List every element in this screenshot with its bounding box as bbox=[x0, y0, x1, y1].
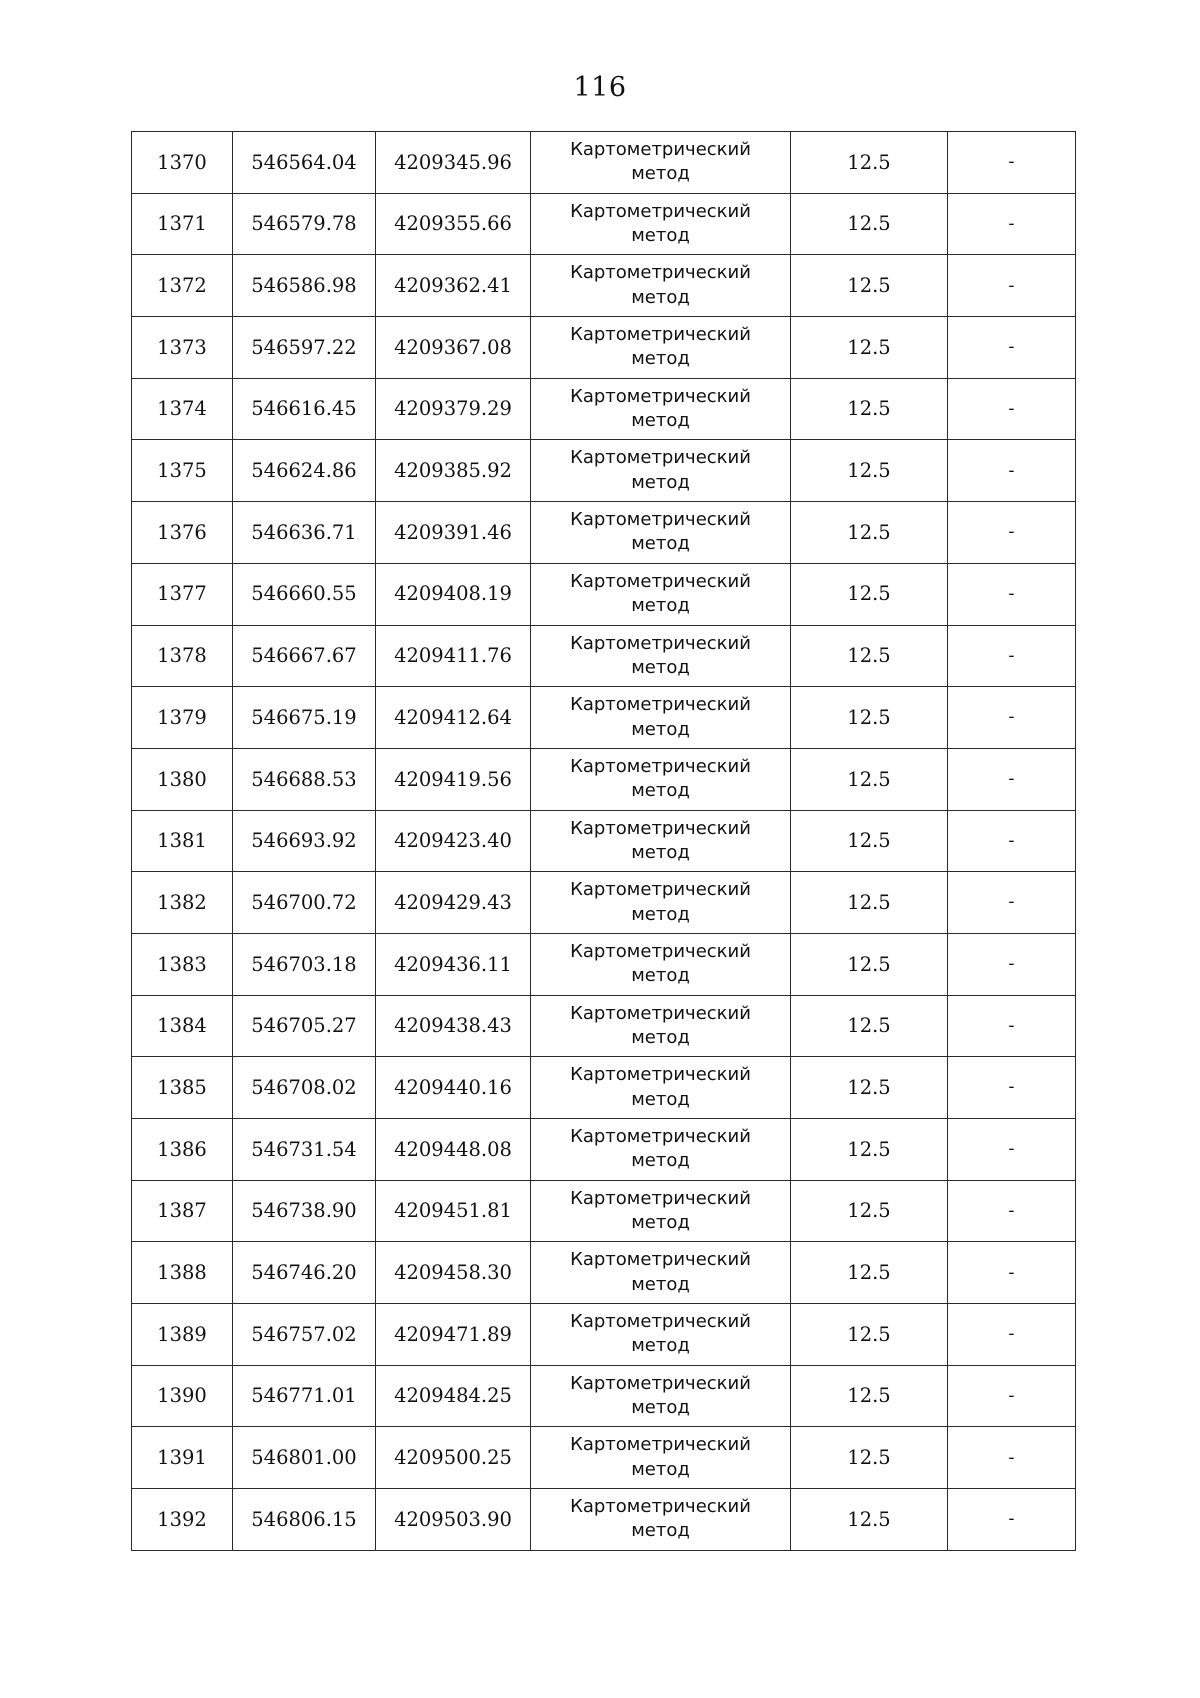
method-cell bbox=[531, 687, 791, 749]
note-cell: - bbox=[948, 1119, 1076, 1181]
coordinates-table bbox=[131, 131, 1076, 1551]
table-row bbox=[132, 255, 1076, 317]
x-coordinate-cell: 546806.15 bbox=[233, 1489, 376, 1551]
accuracy-cell: 12.5 bbox=[791, 563, 948, 625]
table-row bbox=[132, 440, 1076, 502]
table-row bbox=[132, 563, 1076, 625]
page-number: 116 bbox=[573, 72, 627, 103]
table-row bbox=[132, 933, 1076, 995]
table-row bbox=[132, 810, 1076, 872]
y-coordinate-cell: 4209423.40 bbox=[376, 810, 531, 872]
method-label-line1: Картометрический bbox=[570, 1126, 751, 1148]
x-coordinate-cell: 546624.86 bbox=[233, 440, 376, 502]
method-label-line2: метод bbox=[631, 286, 690, 308]
method-label-line2: метод bbox=[631, 225, 690, 247]
method-cell bbox=[531, 563, 791, 625]
point-id-cell: 1382 bbox=[132, 872, 233, 934]
x-coordinate-cell: 546757.02 bbox=[233, 1304, 376, 1366]
table-row bbox=[132, 748, 1076, 810]
table-row bbox=[132, 1119, 1076, 1181]
table-row bbox=[132, 378, 1076, 440]
method-label-line2: метод bbox=[631, 1335, 690, 1357]
y-coordinate-cell: 4209345.96 bbox=[376, 132, 531, 194]
point-id-cell: 1392 bbox=[132, 1489, 233, 1551]
table-row bbox=[132, 995, 1076, 1057]
y-coordinate-cell: 4209385.92 bbox=[376, 440, 531, 502]
table-row bbox=[132, 193, 1076, 255]
y-coordinate-cell: 4209448.08 bbox=[376, 1119, 531, 1181]
y-coordinate-cell: 4209436.11 bbox=[376, 933, 531, 995]
y-coordinate-cell: 4209419.56 bbox=[376, 748, 531, 810]
method-label-line2: метод bbox=[631, 1458, 690, 1480]
method-label-line2: метод bbox=[631, 903, 690, 925]
method-label-line1: Картометрический bbox=[570, 1311, 751, 1333]
accuracy-cell: 12.5 bbox=[791, 933, 948, 995]
method-cell bbox=[531, 255, 791, 317]
note-cell: - bbox=[948, 1365, 1076, 1427]
y-coordinate-cell: 4209500.25 bbox=[376, 1427, 531, 1489]
table-row bbox=[132, 1365, 1076, 1427]
point-id-cell: 1373 bbox=[132, 317, 233, 379]
accuracy-cell: 12.5 bbox=[791, 440, 948, 502]
point-id-cell: 1377 bbox=[132, 563, 233, 625]
x-coordinate-cell: 546586.98 bbox=[233, 255, 376, 317]
point-id-cell: 1376 bbox=[132, 502, 233, 564]
method-label-line1: Картометрический bbox=[570, 879, 751, 901]
accuracy-cell: 12.5 bbox=[791, 810, 948, 872]
point-id-cell: 1375 bbox=[132, 440, 233, 502]
note-cell: - bbox=[948, 810, 1076, 872]
method-cell bbox=[531, 1242, 791, 1304]
method-label-line2: метод bbox=[631, 965, 690, 987]
x-coordinate-cell: 546660.55 bbox=[233, 563, 376, 625]
method-label-line2: метод bbox=[631, 348, 690, 370]
x-coordinate-cell: 546700.72 bbox=[233, 872, 376, 934]
note-cell: - bbox=[948, 1489, 1076, 1551]
table-row bbox=[132, 1242, 1076, 1304]
point-id-cell: 1370 bbox=[132, 132, 233, 194]
note-cell: - bbox=[948, 687, 1076, 749]
note-cell: - bbox=[948, 378, 1076, 440]
method-label-line1: Картометрический bbox=[570, 632, 751, 654]
x-coordinate-cell: 546731.54 bbox=[233, 1119, 376, 1181]
point-id-cell: 1374 bbox=[132, 378, 233, 440]
method-label-line2: метод bbox=[631, 780, 690, 802]
point-id-cell: 1386 bbox=[132, 1119, 233, 1181]
accuracy-cell: 12.5 bbox=[791, 1180, 948, 1242]
method-label-line1: Картометрический bbox=[570, 570, 751, 592]
accuracy-cell: 12.5 bbox=[791, 995, 948, 1057]
y-coordinate-cell: 4209412.64 bbox=[376, 687, 531, 749]
x-coordinate-cell: 546636.71 bbox=[233, 502, 376, 564]
y-coordinate-cell: 4209429.43 bbox=[376, 872, 531, 934]
point-id-cell: 1383 bbox=[132, 933, 233, 995]
method-label-line2: метод bbox=[631, 533, 690, 555]
method-label-line1: Картометрический bbox=[570, 940, 751, 962]
method-cell bbox=[531, 1057, 791, 1119]
table-row bbox=[132, 1057, 1076, 1119]
table-row bbox=[132, 625, 1076, 687]
table-row bbox=[132, 502, 1076, 564]
table-row bbox=[132, 1427, 1076, 1489]
method-cell bbox=[531, 317, 791, 379]
accuracy-cell: 12.5 bbox=[791, 1489, 948, 1551]
x-coordinate-cell: 546579.78 bbox=[233, 193, 376, 255]
point-id-cell: 1389 bbox=[132, 1304, 233, 1366]
table-row bbox=[132, 872, 1076, 934]
method-cell bbox=[531, 132, 791, 194]
x-coordinate-cell: 546693.92 bbox=[233, 810, 376, 872]
point-id-cell: 1372 bbox=[132, 255, 233, 317]
method-cell bbox=[531, 933, 791, 995]
x-coordinate-cell: 546801.00 bbox=[233, 1427, 376, 1489]
method-label-line1: Картометрический bbox=[570, 509, 751, 531]
accuracy-cell: 12.5 bbox=[791, 317, 948, 379]
note-cell: - bbox=[948, 132, 1076, 194]
accuracy-cell: 12.5 bbox=[791, 748, 948, 810]
method-label-line1: Картометрический bbox=[570, 1064, 751, 1086]
note-cell: - bbox=[948, 317, 1076, 379]
y-coordinate-cell: 4209355.66 bbox=[376, 193, 531, 255]
accuracy-cell: 12.5 bbox=[791, 132, 948, 194]
x-coordinate-cell: 546675.19 bbox=[233, 687, 376, 749]
method-label-line2: метод bbox=[631, 595, 690, 617]
note-cell: - bbox=[948, 872, 1076, 934]
method-label-line1: Картометрический bbox=[570, 1249, 751, 1271]
method-label-line1: Картометрический bbox=[570, 1187, 751, 1209]
y-coordinate-cell: 4209411.76 bbox=[376, 625, 531, 687]
point-id-cell: 1385 bbox=[132, 1057, 233, 1119]
y-coordinate-cell: 4209367.08 bbox=[376, 317, 531, 379]
table-row bbox=[132, 1304, 1076, 1366]
note-cell: - bbox=[948, 255, 1076, 317]
method-cell bbox=[531, 872, 791, 934]
method-label-line2: метод bbox=[631, 1397, 690, 1419]
y-coordinate-cell: 4209458.30 bbox=[376, 1242, 531, 1304]
y-coordinate-cell: 4209379.29 bbox=[376, 378, 531, 440]
point-id-cell: 1390 bbox=[132, 1365, 233, 1427]
x-coordinate-cell: 546688.53 bbox=[233, 748, 376, 810]
accuracy-cell: 12.5 bbox=[791, 1242, 948, 1304]
note-cell: - bbox=[948, 1304, 1076, 1366]
method-label-line2: метод bbox=[631, 718, 690, 740]
point-id-cell: 1387 bbox=[132, 1180, 233, 1242]
note-cell: - bbox=[948, 502, 1076, 564]
method-label-line2: метод bbox=[631, 656, 690, 678]
method-label-line2: метод bbox=[631, 1520, 690, 1542]
note-cell: - bbox=[948, 1242, 1076, 1304]
accuracy-cell: 12.5 bbox=[791, 1427, 948, 1489]
note-cell: - bbox=[948, 563, 1076, 625]
method-label-line2: метод bbox=[631, 471, 690, 493]
method-label-line2: метод bbox=[631, 163, 690, 185]
x-coordinate-cell: 546616.45 bbox=[233, 378, 376, 440]
point-id-cell: 1384 bbox=[132, 995, 233, 1057]
method-cell bbox=[531, 1427, 791, 1489]
method-label-line1: Картометрический bbox=[570, 200, 751, 222]
point-id-cell: 1381 bbox=[132, 810, 233, 872]
x-coordinate-cell: 546705.27 bbox=[233, 995, 376, 1057]
y-coordinate-cell: 4209484.25 bbox=[376, 1365, 531, 1427]
point-id-cell: 1380 bbox=[132, 748, 233, 810]
y-coordinate-cell: 4209503.90 bbox=[376, 1489, 531, 1551]
method-label-line1: Картометрический bbox=[570, 755, 751, 777]
method-cell bbox=[531, 193, 791, 255]
x-coordinate-cell: 546746.20 bbox=[233, 1242, 376, 1304]
note-cell: - bbox=[948, 995, 1076, 1057]
accuracy-cell: 12.5 bbox=[791, 1304, 948, 1366]
method-label-line2: метод bbox=[631, 1212, 690, 1234]
accuracy-cell: 12.5 bbox=[791, 625, 948, 687]
point-id-cell: 1379 bbox=[132, 687, 233, 749]
accuracy-cell: 12.5 bbox=[791, 502, 948, 564]
point-id-cell: 1391 bbox=[132, 1427, 233, 1489]
method-label-line2: метод bbox=[631, 1088, 690, 1110]
method-label-line1: Картометрический bbox=[570, 139, 751, 161]
y-coordinate-cell: 4209471.89 bbox=[376, 1304, 531, 1366]
method-label-line2: метод bbox=[631, 410, 690, 432]
x-coordinate-cell: 546708.02 bbox=[233, 1057, 376, 1119]
note-cell: - bbox=[948, 440, 1076, 502]
method-cell bbox=[531, 625, 791, 687]
x-coordinate-cell: 546738.90 bbox=[233, 1180, 376, 1242]
method-cell bbox=[531, 748, 791, 810]
method-label-line1: Картометрический bbox=[570, 1002, 751, 1024]
accuracy-cell: 12.5 bbox=[791, 1057, 948, 1119]
method-label-line1: Картометрический bbox=[570, 1434, 751, 1456]
table-row bbox=[132, 1180, 1076, 1242]
x-coordinate-cell: 546667.67 bbox=[233, 625, 376, 687]
note-cell: - bbox=[948, 1057, 1076, 1119]
method-label-line2: метод bbox=[631, 1150, 690, 1172]
accuracy-cell: 12.5 bbox=[791, 1119, 948, 1181]
note-cell: - bbox=[948, 748, 1076, 810]
table-row bbox=[132, 317, 1076, 379]
method-label-line1: Картометрический bbox=[570, 1372, 751, 1394]
method-label-line2: метод bbox=[631, 841, 690, 863]
x-coordinate-cell: 546703.18 bbox=[233, 933, 376, 995]
y-coordinate-cell: 4209451.81 bbox=[376, 1180, 531, 1242]
note-cell: - bbox=[948, 193, 1076, 255]
note-cell: - bbox=[948, 1180, 1076, 1242]
accuracy-cell: 12.5 bbox=[791, 687, 948, 749]
method-label-line1: Картометрический bbox=[570, 385, 751, 407]
y-coordinate-cell: 4209440.16 bbox=[376, 1057, 531, 1119]
x-coordinate-cell: 546564.04 bbox=[233, 132, 376, 194]
method-cell bbox=[531, 1304, 791, 1366]
method-cell bbox=[531, 440, 791, 502]
point-id-cell: 1378 bbox=[132, 625, 233, 687]
accuracy-cell: 12.5 bbox=[791, 255, 948, 317]
method-cell bbox=[531, 810, 791, 872]
method-label-line1: Картометрический bbox=[570, 324, 751, 346]
note-cell: - bbox=[948, 1427, 1076, 1489]
y-coordinate-cell: 4209408.19 bbox=[376, 563, 531, 625]
table-row bbox=[132, 1489, 1076, 1551]
y-coordinate-cell: 4209391.46 bbox=[376, 502, 531, 564]
method-label-line1: Картометрический bbox=[570, 817, 751, 839]
table-row bbox=[132, 132, 1076, 194]
method-cell bbox=[531, 1489, 791, 1551]
accuracy-cell: 12.5 bbox=[791, 872, 948, 934]
method-cell bbox=[531, 995, 791, 1057]
point-id-cell: 1388 bbox=[132, 1242, 233, 1304]
accuracy-cell: 12.5 bbox=[791, 1365, 948, 1427]
y-coordinate-cell: 4209438.43 bbox=[376, 995, 531, 1057]
y-coordinate-cell: 4209362.41 bbox=[376, 255, 531, 317]
accuracy-cell: 12.5 bbox=[791, 378, 948, 440]
accuracy-cell: 12.5 bbox=[791, 193, 948, 255]
method-cell bbox=[531, 378, 791, 440]
method-cell bbox=[531, 1119, 791, 1181]
method-label-line2: метод bbox=[631, 1026, 690, 1048]
method-label-line1: Картометрический bbox=[570, 262, 751, 284]
coordinates-table-body bbox=[132, 132, 1076, 1551]
method-cell bbox=[531, 502, 791, 564]
method-label-line1: Картометрический bbox=[570, 447, 751, 469]
method-label-line1: Картометрический bbox=[570, 1496, 751, 1518]
note-cell: - bbox=[948, 625, 1076, 687]
table-row bbox=[132, 687, 1076, 749]
x-coordinate-cell: 546597.22 bbox=[233, 317, 376, 379]
x-coordinate-cell: 546771.01 bbox=[233, 1365, 376, 1427]
method-label-line1: Картометрический bbox=[570, 694, 751, 716]
method-label-line2: метод bbox=[631, 1273, 690, 1295]
method-cell bbox=[531, 1180, 791, 1242]
note-cell: - bbox=[948, 933, 1076, 995]
method-cell bbox=[531, 1365, 791, 1427]
point-id-cell: 1371 bbox=[132, 193, 233, 255]
